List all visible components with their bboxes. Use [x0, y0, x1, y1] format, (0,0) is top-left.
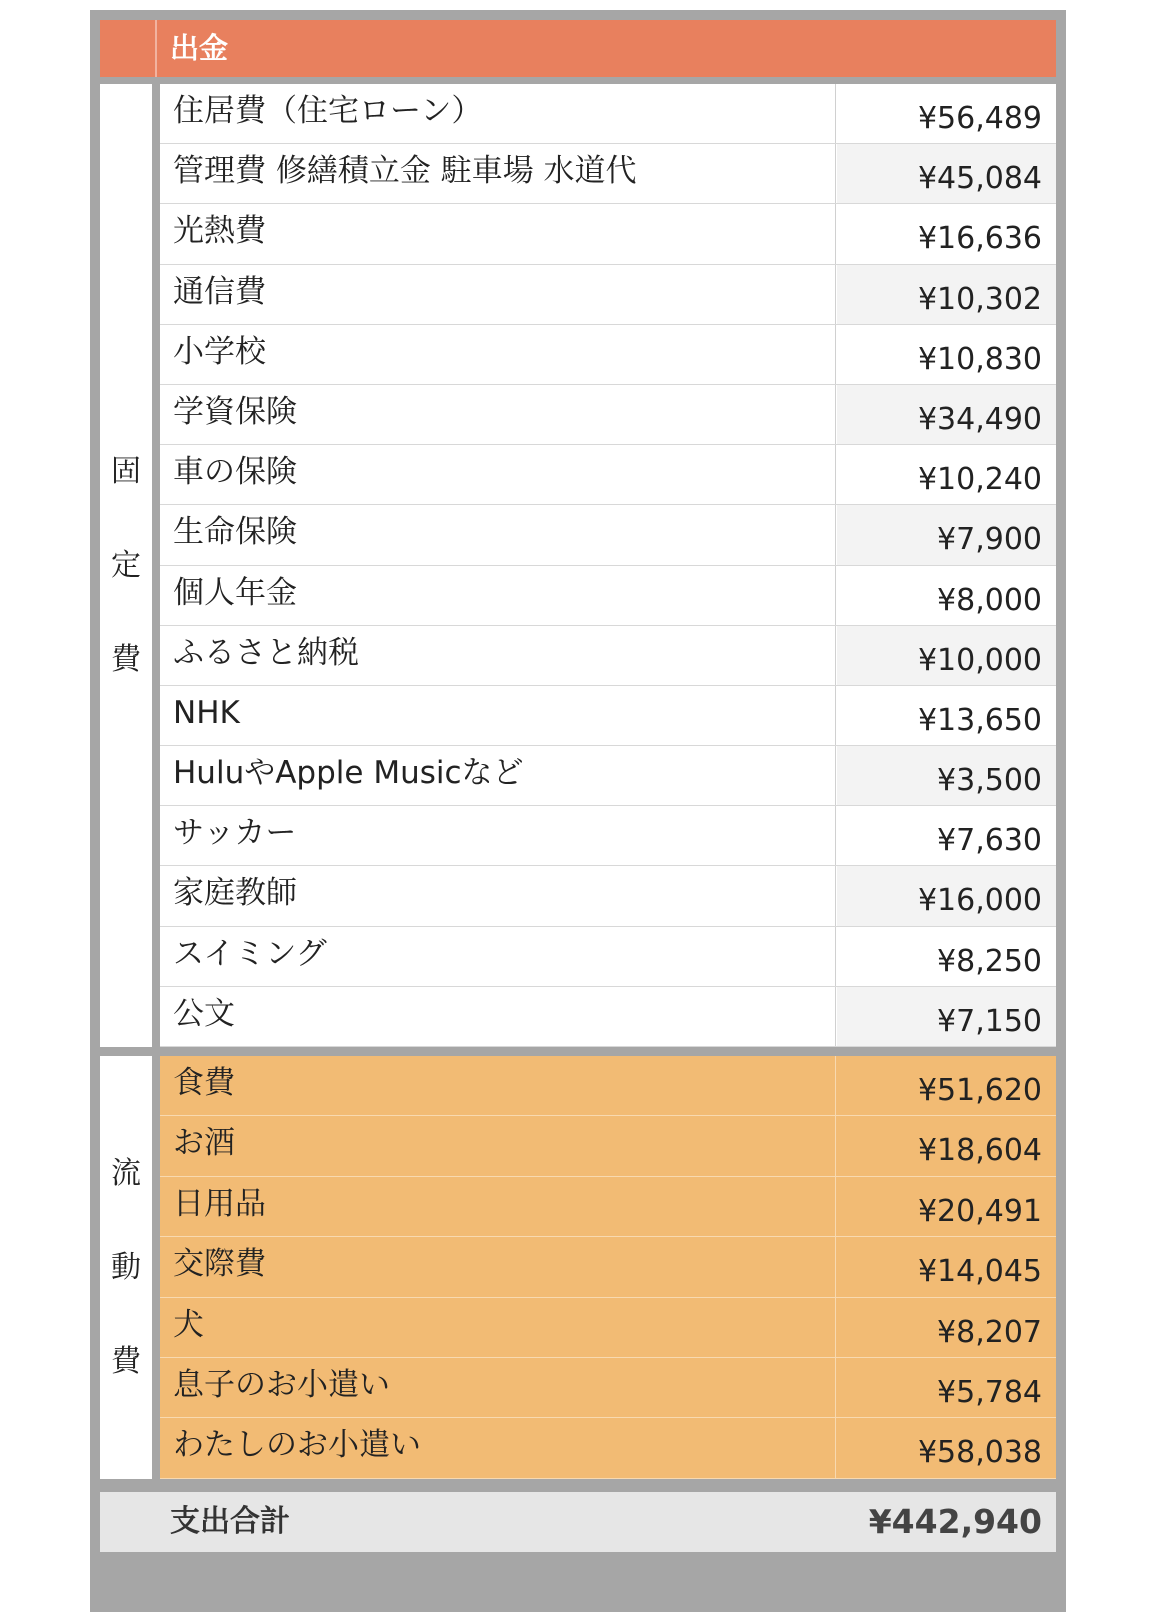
expense-label: 学資保険 [160, 385, 836, 444]
expense-label: 個人年金 [160, 566, 836, 625]
variable-category-char: 費 [111, 1343, 141, 1379]
expense-amount: ¥34,490 [837, 385, 1056, 444]
expense-label: スイミング [160, 927, 836, 986]
fixed-expense-row [160, 927, 1056, 987]
variable-expense-row [160, 1177, 1056, 1237]
expense-amount: ¥5,784 [837, 1358, 1056, 1417]
expense-label: 小学校 [160, 325, 836, 384]
expense-amount: ¥7,900 [837, 505, 1056, 564]
expense-amount: ¥14,045 [837, 1237, 1056, 1296]
variable-category-char: 流 [111, 1155, 141, 1191]
expense-label: 息子のお小遣い [160, 1358, 836, 1417]
expense-label: 住居費（住宅ローン） [160, 84, 836, 143]
expense-label: 食費 [160, 1056, 836, 1115]
expense-label: お酒 [160, 1116, 836, 1175]
variable-expense-row [160, 1237, 1056, 1297]
header-title: 出金 [170, 31, 229, 65]
expense-amount: ¥8,207 [837, 1298, 1056, 1357]
variable-expense-row [160, 1116, 1056, 1176]
expense-amount: ¥3,500 [837, 746, 1056, 805]
fixed-expense-row [160, 445, 1056, 505]
fixed-expense-row [160, 806, 1056, 866]
expense-amount: ¥10,240 [837, 445, 1056, 504]
expense-amount: ¥7,150 [837, 987, 1056, 1046]
fixed-expense-row [160, 265, 1056, 325]
expense-label: 光熱費 [160, 204, 836, 263]
expense-amount: ¥51,620 [837, 1056, 1056, 1115]
fixed-expense-row [160, 987, 1056, 1047]
expense-label: ふるさと納税 [160, 626, 836, 685]
fixed-expense-row [160, 626, 1056, 686]
fixed-expense-row [160, 866, 1056, 926]
fixed-expense-row [160, 144, 1056, 204]
fixed-expense-row [160, 505, 1056, 565]
expense-label: 交際費 [160, 1237, 836, 1296]
total-value: ¥442,940 [868, 1502, 1042, 1541]
expense-label: わたしのお小遣い [160, 1418, 836, 1477]
expense-label: 家庭教師 [160, 866, 836, 925]
expense-amount: ¥10,000 [837, 626, 1056, 685]
expense-amount: ¥45,084 [837, 144, 1056, 203]
variable-expense-row [160, 1056, 1056, 1116]
expense-label: NHK [160, 686, 836, 745]
variable-expense-row [160, 1298, 1056, 1358]
fixed-expense-row [160, 686, 1056, 746]
variable-category-char: 動 [111, 1249, 141, 1285]
expense-amount: ¥16,000 [837, 866, 1056, 925]
fixed-expense-row [160, 325, 1056, 385]
expense-amount: ¥20,491 [837, 1177, 1056, 1236]
expense-amount: ¥10,302 [837, 265, 1056, 324]
expense-label: 車の保険 [160, 445, 836, 504]
expense-label: 管理費 修繕積立金 駐車場 水道代 [160, 144, 836, 203]
expense-amount: ¥56,489 [837, 84, 1056, 143]
expense-label: 公文 [160, 987, 836, 1046]
fixed-cost-category [100, 84, 152, 1047]
expense-amount: ¥7,630 [837, 806, 1056, 865]
expense-label: HuluやApple Musicなど [160, 746, 836, 805]
expense-amount: ¥58,038 [837, 1418, 1056, 1477]
expense-label: サッカー [160, 806, 836, 865]
fixed-expense-row [160, 566, 1056, 626]
expense-amount: ¥10,830 [837, 325, 1056, 384]
fixed-cost-rows [160, 84, 1056, 1047]
total-label: 支出合計 [170, 1504, 290, 1539]
fixed-expense-row [160, 746, 1056, 806]
expense-label: 犬 [160, 1298, 836, 1357]
expense-amount: ¥8,000 [837, 566, 1056, 625]
expense-amount: ¥18,604 [837, 1116, 1056, 1175]
expense-amount: ¥16,636 [837, 204, 1056, 263]
variable-expense-row [160, 1418, 1056, 1478]
fixed-expense-row [160, 84, 1056, 144]
total-row [100, 1492, 1056, 1552]
variable-cost-rows [160, 1056, 1056, 1479]
fixed-category-char: 固 [111, 453, 141, 489]
expense-label: 通信費 [160, 265, 836, 324]
variable-expense-row [160, 1358, 1056, 1418]
variable-cost-category [100, 1056, 152, 1479]
expense-amount: ¥13,650 [837, 686, 1056, 745]
fixed-category-char: 費 [111, 641, 141, 677]
table-header [100, 20, 1056, 77]
fixed-expense-row [160, 385, 1056, 445]
fixed-category-char: 定 [111, 547, 141, 583]
expense-label: 生命保険 [160, 505, 836, 564]
expense-label: 日用品 [160, 1177, 836, 1236]
fixed-expense-row [160, 204, 1056, 264]
expense-amount: ¥8,250 [837, 927, 1056, 986]
header-corner-cell [100, 20, 157, 77]
